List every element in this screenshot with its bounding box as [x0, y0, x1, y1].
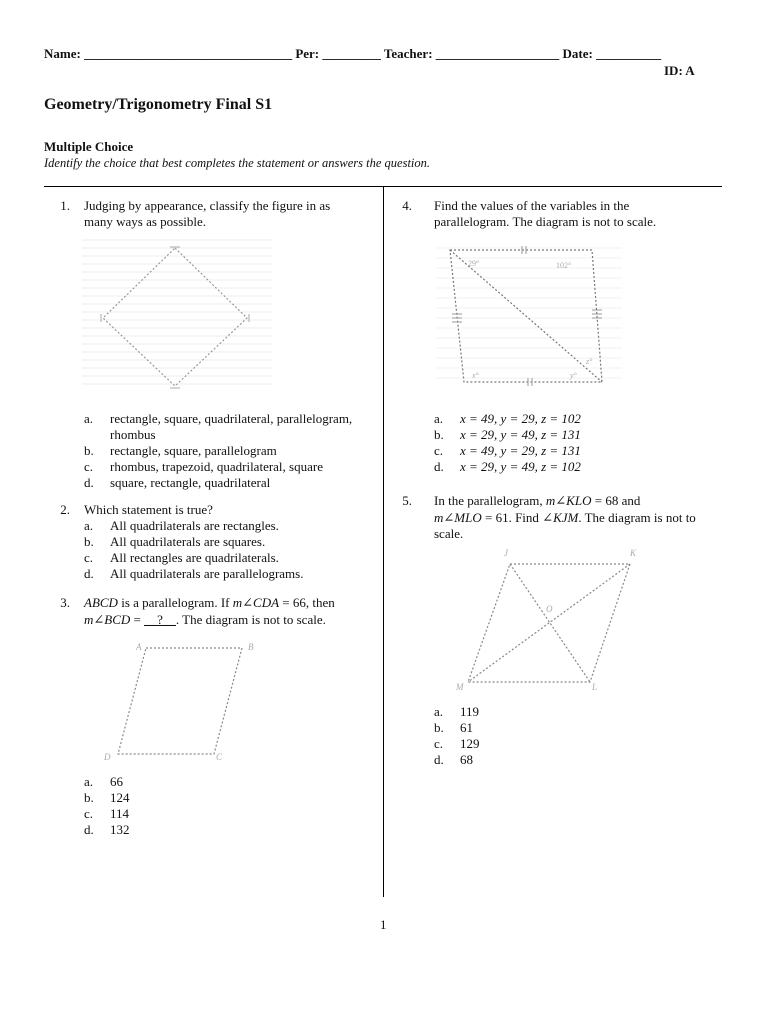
choice-text: 68 [460, 752, 473, 767]
teacher-blank: ___________________ [435, 46, 560, 61]
vertex-label-k: K [630, 548, 637, 558]
question-number: 4. [402, 198, 412, 213]
vertex-label-b: B [248, 642, 254, 652]
angle-name: ∠KJM [542, 510, 579, 525]
choice-letter: a. [434, 411, 444, 426]
choice-letter: a. [84, 518, 94, 533]
header-line [44, 46, 661, 62]
choice-text: x = 49, y = 29, z = 102 [460, 411, 581, 426]
angle-measure: m∠MLO [434, 510, 482, 525]
q4-parallelogram-diagram [436, 240, 622, 390]
question-text: scale. [434, 526, 464, 541]
question-text: many ways as possible. [84, 214, 207, 229]
question-text: Judging by appearance, classify the figure in as [84, 198, 331, 213]
vertex-label-o: O [546, 604, 553, 614]
choice-letter: b. [434, 720, 444, 735]
angle-label-102: 102° [556, 261, 572, 270]
q3-parallelogram-diagram [98, 636, 298, 766]
choice-letter: c. [84, 459, 94, 474]
test-id: ID: A [664, 63, 695, 78]
text-run: . The diagram is not to [578, 510, 696, 525]
angle-label-y: y° [570, 371, 577, 380]
choice-text: x = 29, y = 49, z = 102 [460, 459, 581, 474]
choice-letter: d. [84, 475, 94, 490]
date-label: Date: [562, 46, 593, 61]
vertex-label-j: J [504, 548, 508, 558]
name-label: Name: [44, 46, 81, 61]
question-number: 2. [60, 502, 70, 517]
question-number: 1. [60, 198, 70, 213]
choice-letter: c. [434, 443, 444, 458]
column-divider [383, 187, 384, 897]
text-run: . The diagram is not to scale. [175, 612, 326, 627]
choice-text: 129 [460, 736, 480, 751]
section-heading: Multiple Choice [44, 139, 134, 154]
choice-letter: a. [434, 704, 444, 719]
choice-text: 132 [110, 822, 130, 837]
choice-text: rectangle, square, parallelogram [110, 443, 277, 458]
vertex-label-a: A [136, 642, 142, 652]
choice-letter: a. [84, 774, 94, 789]
choice-text: 114 [110, 806, 130, 821]
text-run: In the parallelogram, [434, 493, 546, 508]
choice-text: 61 [460, 720, 473, 735]
choice-text: x = 49, y = 29, z = 131 [460, 443, 581, 458]
question-text [84, 612, 326, 628]
text-run: = 66, then [279, 595, 335, 610]
choice-letter: c. [84, 550, 94, 565]
name-blank: ________________________________ [84, 46, 293, 61]
question-text: Find the values of the variables in the [434, 198, 630, 213]
q5-parallelogram-diagram [450, 544, 650, 694]
figure-name: ABCD [84, 595, 118, 610]
q1-rhombus-diagram [82, 234, 272, 394]
text-run: = 68 and [591, 493, 641, 508]
per-label: Per: [295, 46, 320, 61]
vertex-label-d: D [104, 752, 111, 762]
choice-text: square, rectangle, quadrilateral [110, 475, 271, 490]
choice-letter: d. [84, 566, 94, 581]
choice-text: All quadrilaterals are parallelograms. [110, 566, 304, 581]
angle-measure: m∠KLO [545, 493, 592, 508]
choice-letter: b. [84, 534, 94, 549]
text-run: = 61. Find [481, 510, 543, 525]
choice-letter: c. [84, 806, 94, 821]
choice-letter: a. [84, 411, 94, 426]
question-text [84, 595, 335, 611]
question-number: 5. [402, 493, 412, 508]
question-text [434, 493, 640, 509]
question-text: parallelogram. The diagram is not to scale. [434, 214, 657, 229]
choice-text: rhombus, trapezoid, quadrilateral, square [110, 459, 323, 474]
angle-measure: m∠CDA [232, 595, 280, 610]
choice-letter: b. [84, 790, 94, 805]
choice-text: rectangle, square, quadrilateral, parallelogram, [110, 411, 353, 426]
page-number: 1 [380, 917, 387, 932]
choice-letter: b. [84, 443, 94, 458]
text-run: = [130, 612, 145, 627]
choice-text: x = 29, y = 49, z = 131 [460, 427, 581, 442]
choice-letter: b. [434, 427, 444, 442]
teacher-label: Teacher: [383, 46, 433, 61]
choice-letter: d. [84, 822, 94, 837]
question-number: 3. [60, 595, 70, 610]
choice-text: All rectangles are quadrilaterals. [110, 550, 279, 565]
choice-text: 124 [110, 790, 130, 805]
question-text: Which statement is true? [84, 502, 213, 517]
choice-letter: d. [434, 752, 444, 767]
vertex-label-l: L [592, 682, 598, 692]
vertex-label-c: C [216, 752, 223, 762]
choice-letter: d. [434, 459, 444, 474]
angle-label-29: 29° [468, 259, 480, 268]
angle-label-x: x° [472, 371, 479, 380]
date-blank: __________ [596, 46, 662, 61]
choice-text: 66 [110, 774, 123, 789]
page-title: Geometry/Trigonometry Final S1 [44, 96, 273, 113]
text-run: is a parallelogram. If [117, 595, 233, 610]
choice-text: rhombus [110, 427, 156, 442]
angle-label-z: z° [586, 357, 593, 366]
question-text [434, 510, 696, 526]
choice-letter: c. [434, 736, 444, 751]
answer-blank: __?__ [144, 612, 176, 627]
angle-measure: m∠BCD [84, 612, 131, 627]
vertex-label-m: M [456, 682, 464, 692]
choice-text: All quadrilaterals are squares. [110, 534, 266, 549]
per-blank: _________ [322, 46, 381, 61]
choice-text: 119 [460, 704, 480, 719]
section-instructions: Identify the choice that best completes the statement or answers the question. [44, 156, 431, 170]
choice-text: All quadrilaterals are rectangles. [110, 518, 279, 533]
